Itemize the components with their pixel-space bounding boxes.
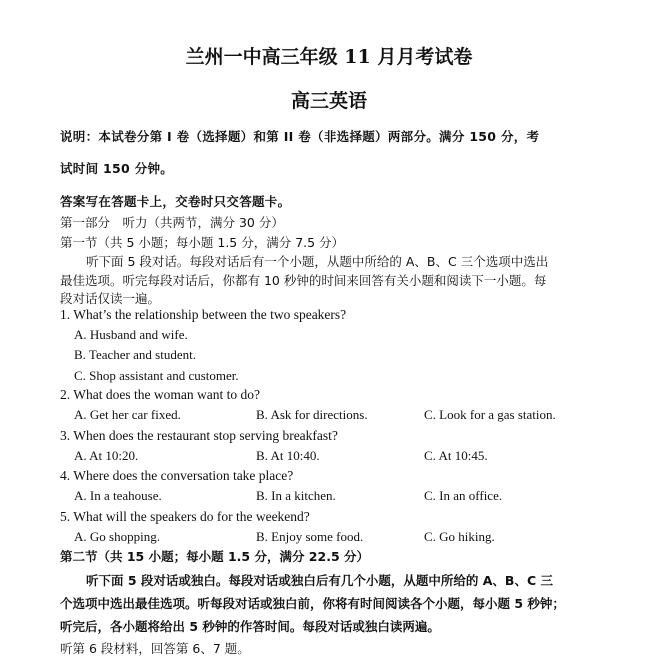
question-5-option-c: C. Go hiking. xyxy=(424,529,495,544)
instructions-line-1: 说明：本试卷分第 I 卷（选择题）和第 II 卷（非选择题）两部分。满分 150 分，考 xyxy=(60,129,540,144)
section2-directions-2: 个选项中选出最佳选项。听每段对话或独白前，你将有时间阅读各个小题，每小题 5 秒钟； xyxy=(60,596,565,611)
question-5-option-b: B. Enjoy some food. xyxy=(256,529,364,544)
material-note: 听第 6 段材料，回答第 6、7 题。 xyxy=(60,641,250,656)
instructions-line-3: 答案写在答题卡上，交卷时只交答题卡。 xyxy=(60,194,291,209)
question-4-option-b: B. In a kitchen. xyxy=(256,488,336,503)
question-3-option-a: A. At 10:20. xyxy=(74,448,139,463)
question-5-stem: 5. What will the speakers do for the weekend? xyxy=(60,509,310,524)
instructions-line-2: 试时间 150 分钟。 xyxy=(60,161,174,176)
question-2-option-a: A. Get her car fixed. xyxy=(74,407,181,422)
section1-directions-1: 听下面 5 段对话。每段对话后有一个小题，从题中所给的 A、B、C 三个选项中选出 xyxy=(86,254,549,269)
section2-directions-1: 听下面 5 段对话或独白。每段对话或独白后有几个小题，从题中所给的 A、B、C 三 xyxy=(86,573,553,588)
question-4-option-a: A. In a teahouse. xyxy=(74,488,162,503)
question-3-option-c: C. At 10:45. xyxy=(424,448,488,463)
question-4-option-c: C. In an office. xyxy=(424,488,503,503)
question-3-stem: 3. When does the restaurant stop serving breakfast? xyxy=(60,428,338,443)
section2-directions-3: 听完后，各小题将给出 5 秒钟的作答时间。每段对话或独白读两遍。 xyxy=(60,619,440,634)
question-4-stem: 4. Where does the conversation take place? xyxy=(60,468,294,483)
section1-heading: 第一节（共 5 小题；每小题 1.5 分，满分 7.5 分） xyxy=(60,235,345,250)
question-1-option-c: C. Shop assistant and customer. xyxy=(74,368,239,383)
question-1-option-a: A. Husband and wife. xyxy=(74,327,188,342)
part1-heading: 第一部分 听力（共两节，满分 30 分） xyxy=(60,215,284,230)
question-1-option-b: B. Teacher and student. xyxy=(74,347,196,362)
page-subtitle: 高三英语 xyxy=(290,90,367,112)
question-5-option-a: A. Go shopping. xyxy=(74,529,160,544)
section1-directions-2: 最佳选项。听完每段对话后，你都有 10 秒钟的时间来回答有关小题和阅读下一小题。每 xyxy=(60,273,547,288)
section1-directions-3: 段对话仅读一遍。 xyxy=(60,291,161,306)
question-2-option-c: C. Look for a gas station. xyxy=(424,407,556,422)
section2-heading: 第二节（共 15 小题；每小题 1.5 分，满分 22.5 分） xyxy=(60,549,369,564)
page-title: 兰州一中高三年级 11 月月考试卷 xyxy=(185,46,473,68)
question-2-stem: 2. What does the woman want to do? xyxy=(60,387,260,402)
question-2-option-b: B. Ask for directions. xyxy=(256,407,368,422)
question-3-option-b: B. At 10:40. xyxy=(256,448,320,463)
question-1-stem: 1. What’s the relationship between the two speakers? xyxy=(60,307,347,322)
